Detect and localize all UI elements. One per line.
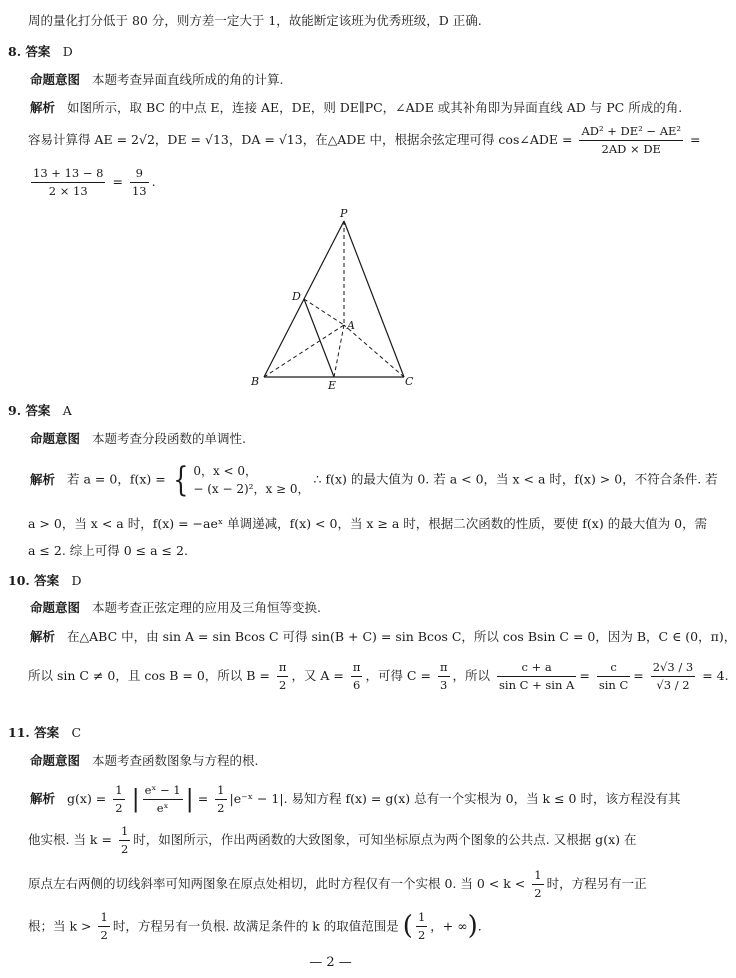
q11-half-4 [532,868,543,901]
q11-analysis-line4 [28,910,482,944]
q9-intent-label: 命题意图 [30,431,81,446]
q11-text-4a: 根；当 k > [28,918,92,934]
q10-text-b: ，又 A = [291,667,344,683]
q10-frac-ca [497,660,576,693]
q10-frac-C [438,660,450,693]
q10-intent [30,600,321,616]
q11-half-3-num: 1 [119,824,130,841]
q9-number: 9. [8,403,22,418]
q9-analysis-line1 [30,462,718,498]
q11-analysis-label: 解析 [30,790,56,806]
q10-frac-B-den: 2 [279,677,287,692]
q10-text-c: ，可得 C = [365,667,431,683]
q11-intent-label: 命题意图 [30,753,81,768]
q8-analysis-line2 [28,124,701,157]
q8-analysis-line1 [30,100,682,116]
q8-analysis-text1: 如图所示，取 BC 的中点 E，连接 AE，DE，则 DE∥PC，∠ADE 或其补角即为异面直线 AD 与 PC 所成的角. [67,100,683,115]
page-number: — 2 — [309,955,352,970]
q11-analysis-line2 [28,824,636,857]
q11-abs-open: | [131,784,140,813]
q8-result-fraction [130,166,149,199]
q11-half-2 [215,783,226,816]
q8-intent-label: 命题意图 [30,72,81,87]
q8-equals-2: = [112,173,123,189]
q9-analysis-line3: a ≤ 2. 综上可得 0 ≤ a ≤ 2. [28,543,188,558]
label-D: D [292,290,301,303]
q10-equals-2: = [633,667,644,683]
q10-result: = 4. [702,667,729,683]
q11-half-5-num: 1 [98,910,109,927]
q11-text-3a: 原点左右两侧的切线斜率可知两图象在原点处相切，此时方程仅有一个实根 0. 当 0 < k < [28,875,526,891]
q11-g-def: g(x) = [67,790,107,806]
q9-case1: 0，x < 0， [193,464,258,478]
q11-text-4b: 时，方程另有一负根. 故满足条件的 k 的取值范围是 [112,918,399,934]
q10-frac-B-num: π [277,660,289,677]
q8-analysis-line3 [28,166,156,199]
q10-analysis-line1 [30,629,736,645]
q10-frac-c [597,660,630,693]
q8-answer-label: 答案 [25,44,51,59]
q10-analysis-label: 解析 [30,629,56,644]
q11-half-5-den: 2 [100,928,108,943]
q11-half-1-num: 1 [113,783,124,800]
q11-abs-fraction [143,783,183,816]
q8-end: . [151,173,156,189]
q8-result-numerator: 9 [130,166,149,183]
q11-analysis-line3 [28,868,647,901]
edge-PC [344,221,404,377]
q10-frac-C-den: 3 [440,677,448,692]
q8-equals: = [690,131,701,147]
q8-number: 8. [8,44,22,59]
segment-DE [304,299,334,377]
q8-value-denominator: 2 × 13 [48,183,88,198]
label-E: E [328,379,337,392]
label-P: P [340,207,348,220]
q11-half-1 [113,783,124,816]
q9-analysis-label: 解析 [30,471,56,487]
q9-analysis-line2: a > 0，当 x < a 时，f(x) = −aeˣ 单调递减，f(x) < 0，当 x ≥ a 时，根据二次函数的性质，要使 f(x) 的最大值为 0，需 [28,516,708,531]
q11-answer-label: 答案 [34,725,60,740]
q11-answer: C [71,725,82,740]
q11-abs-num: eˣ − 1 [143,783,183,800]
q10-intent-label: 命题意图 [30,600,81,615]
q11-half-2-num: 1 [215,783,226,800]
q11-range-open: ( [402,911,413,941]
segment-DA [304,299,344,325]
q11-half-6 [416,910,427,943]
q10-analysis-line2 [28,660,729,693]
q10-text-d: ，所以 [452,667,491,683]
label-A: A [347,319,355,332]
q10-frac-c-num: c [597,660,630,677]
q10-answer-label: 答案 [34,573,60,588]
q11-text-1: |e⁻ˣ − 1|. 易知方程 f(x) = g(x) 总有一个实根为 0，当 k ≤ 0 时，该方程没有其 [229,790,681,806]
q9-answer-label: 答案 [25,403,51,418]
q11-half-6-num: 1 [416,910,427,927]
q11-range-end: ，+ ∞ [430,918,468,934]
q11-half-5 [98,910,109,943]
q10-text-a: 所以 sin C ≠ 0，且 cos B = 0，所以 B = [28,667,270,683]
q11-range-close: ) [467,911,478,941]
q8-header [8,44,73,60]
q11-abs-den: eˣ [156,800,169,815]
q10-intent-text: 本题考查正弦定理的应用及三角恒等变换. [92,600,321,615]
q9-piecewise [170,462,310,498]
q11-header [8,725,81,741]
q10-frac-A-num: π [351,660,363,677]
q11-analysis-line1 [30,783,680,816]
q9-case2: − (x − 2)²，x ≥ 0， [193,482,310,496]
segment-AE [334,325,344,377]
q11-intent-text: 本题考查函数图象与方程的根. [92,753,259,768]
q10-frac-A-den: 6 [353,677,361,692]
q11-half-4-num: 1 [532,868,543,885]
q9-answer: A [62,403,72,418]
q10-frac-result-den: √3 / 2 [656,677,690,692]
intro-line: 周的量化打分低于 80 分，则方差一定大于 1，故能断定该班为优秀班级，D 正确. [28,13,482,28]
q11-half-6-den: 2 [417,928,426,943]
q11-half-3-den: 2 [120,841,129,856]
q10-frac-A [351,660,363,693]
q11-abs-close: | [185,784,194,813]
q11-half-4-den: 2 [534,885,542,900]
q10-answer: D [71,573,82,588]
q11-half-1-den: 2 [115,800,123,815]
q10-number: 10. [8,573,30,588]
q10-frac-ca-den: sin C + sin A [499,677,575,692]
q11-intent [30,753,259,769]
q9-intent [30,431,246,447]
q11-half-2-den: 2 [217,800,225,815]
label-C: C [405,375,414,388]
q8-analysis-label: 解析 [30,100,56,115]
q11-period: . [477,918,482,934]
q10-frac-B [277,660,289,693]
q8-result-denominator: 13 [131,183,147,198]
q11-text-2a: 他实根. 当 k = [28,831,112,847]
q10-analysis-text1: 在△ABC 中，由 sin A = sin Bcos C 可得 sin(B + C) = sin Bcos C，所以 cos Bsin C = 0，因为 B，C ∈ (0，π)， [67,629,736,644]
q9-cases [193,462,309,498]
edge-CA [344,325,404,377]
q8-answer: D [62,44,73,59]
q10-header [8,573,82,589]
q11-number: 11. [8,725,30,740]
q8-cosine-fraction [579,124,683,157]
q10-frac-result-num: 2√3 / 3 [651,660,695,677]
q11-equals: = [197,790,209,806]
q8-analysis-text2: 容易计算得 AE = 2√2，DE = √13，DA = √13，在△ADE 中，根据余弦定理可得 cos∠ADE = [28,131,573,147]
q9-intent-text: 本题考查分段函数的单调性. [92,431,246,446]
q8-value-numerator: 13 + 13 − 8 [31,166,105,183]
q11-text-2b: 时，如图所示，作出两函数的大致图象，可知坐标原点为两个图象的公共点. 又根据 g(x) 在 [133,831,637,847]
q8-intent-text: 本题考查异面直线所成的角的计算. [92,72,284,87]
q8-value-fraction [31,166,105,199]
q10-frac-C-num: π [438,660,450,677]
q10-frac-c-den: sin C [598,677,629,692]
q11-half-3 [119,824,130,857]
q10-equals-1: = [579,667,590,683]
q11-text-3b: 时，方程另有一正 [546,875,647,891]
q8-intent [30,72,284,88]
q8-cosine-numerator: AD² + DE² − AE² [579,124,683,141]
edge-BA [264,325,344,377]
q9-analysis-text1: 若 a = 0，f(x) = [67,471,166,487]
q9-header [8,403,72,419]
q10-frac-result [651,660,695,693]
q8-cosine-denominator: 2AD × DE [601,141,661,156]
q9-brace: { [172,460,189,500]
label-B: B [251,375,260,388]
pyramid-figure [240,205,420,395]
q10-frac-ca-num: c + a [497,660,576,677]
q9-analysis-text1-post: ∴ f(x) 的最大值为 0. 若 a < 0，当 x < a 时，f(x) > 0，不符合条件. 若 [313,471,718,487]
